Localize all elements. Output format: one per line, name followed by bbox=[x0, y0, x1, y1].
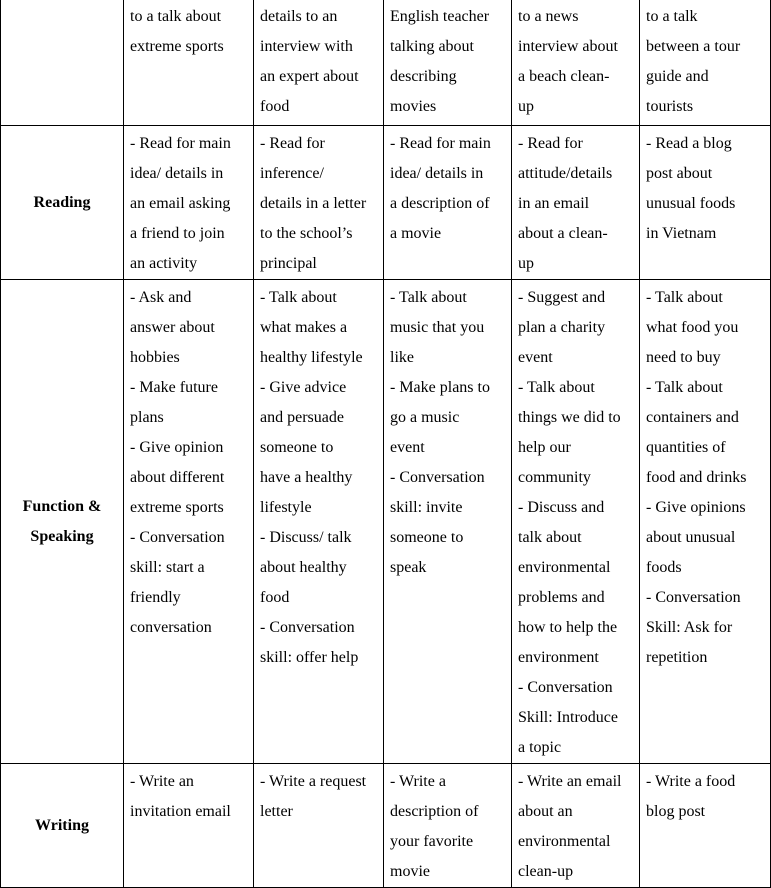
cell-text-line: English teacher bbox=[390, 8, 490, 25]
table-cell bbox=[124, 126, 254, 280]
table-cell bbox=[640, 764, 771, 888]
table-cell bbox=[254, 126, 384, 280]
cell-text-line: - Conversation bbox=[390, 469, 485, 486]
row-label-line: Speaking bbox=[30, 527, 94, 545]
cell-text-line: up bbox=[518, 255, 534, 272]
cell-text-line: interview with bbox=[260, 38, 353, 55]
cell-text-line: - Conversation bbox=[518, 679, 613, 696]
cell-text-line: extreme sports bbox=[130, 499, 224, 516]
cell-text-line: idea/ details in bbox=[390, 165, 484, 182]
cell-text-line: - Suggest and bbox=[518, 289, 606, 306]
cell-text-line: skill: invite bbox=[390, 499, 463, 516]
cell-text-line: to a talk bbox=[646, 8, 698, 25]
table-row-function-speaking bbox=[1, 280, 771, 764]
cell-text-line: unusual foods bbox=[646, 195, 736, 212]
cell-text-line: - Read for main bbox=[130, 135, 231, 152]
cell-text-line: - Give opinion bbox=[130, 439, 224, 456]
cell-text-line: guide and bbox=[646, 68, 709, 85]
cell-text-line: hobbies bbox=[130, 349, 180, 366]
cell-text-line: about unusual bbox=[646, 529, 736, 546]
row-label-line: Reading bbox=[33, 193, 91, 211]
cell-text-line: inference/ bbox=[260, 165, 324, 182]
cell-text-line: - Conversation bbox=[646, 589, 741, 606]
cell-text-line: what food you bbox=[646, 319, 739, 336]
cell-text-line: an email asking bbox=[130, 195, 231, 212]
cell-text-line: environmental bbox=[518, 833, 611, 850]
cell-text-line: skill: start a bbox=[130, 559, 205, 576]
cell-text-line: up bbox=[518, 98, 534, 115]
table-row-listening-continued bbox=[1, 0, 771, 126]
cell-text-line: to a news bbox=[518, 8, 579, 25]
row-label-line: Writing bbox=[35, 816, 89, 834]
table-row-reading bbox=[1, 126, 771, 280]
cell-text-line: food bbox=[260, 98, 290, 115]
cell-text-line: plan a charity bbox=[518, 319, 606, 336]
table-cell bbox=[512, 0, 640, 126]
cell-text-line: invitation email bbox=[130, 803, 231, 820]
cell-text-line: tourists bbox=[646, 98, 694, 115]
table-row-writing bbox=[1, 764, 771, 888]
table-cell bbox=[254, 0, 384, 126]
row-label-line: Function & bbox=[22, 497, 102, 515]
cell-text-line: blog post bbox=[646, 803, 706, 820]
cell-text-line: - Conversation bbox=[130, 529, 225, 546]
cell-text-line: principal bbox=[260, 255, 317, 272]
cell-text-line: attitude/details bbox=[518, 165, 613, 182]
cell-text-line: quantities of bbox=[646, 439, 726, 456]
table-cell bbox=[124, 280, 254, 764]
cell-text-line: repetition bbox=[646, 649, 708, 666]
cell-text-line: food bbox=[260, 589, 290, 606]
cell-text-line: lifestyle bbox=[260, 499, 312, 516]
cell-text-line: a movie bbox=[390, 225, 442, 242]
cell-text-line: - Write a bbox=[390, 773, 446, 790]
cell-text-line: about different bbox=[130, 469, 225, 486]
row-label-cell bbox=[1, 764, 124, 888]
cell-text-line: what makes a bbox=[260, 319, 348, 336]
cell-text-line: - Talk about bbox=[646, 379, 723, 396]
cell-text-line: - Conversation bbox=[260, 619, 355, 636]
cell-text-line: about an bbox=[518, 803, 573, 820]
table-cell bbox=[512, 126, 640, 280]
cell-text-line: - Read for bbox=[518, 135, 583, 152]
cell-text-line: containers and bbox=[646, 409, 739, 426]
cell-text-line: - Make future bbox=[130, 379, 218, 396]
cell-text-line: - Write a request bbox=[260, 773, 367, 790]
table-cell bbox=[254, 764, 384, 888]
cell-text-line: and persuade bbox=[260, 409, 344, 426]
table-cell bbox=[384, 126, 512, 280]
table-cell bbox=[254, 280, 384, 764]
cell-text-line: - Discuss/ talk bbox=[260, 529, 352, 546]
cell-text-line: - Talk about bbox=[646, 289, 723, 306]
cell-text-line: - Read a blog bbox=[646, 135, 732, 152]
cell-text-line: help our bbox=[518, 439, 571, 456]
row-label-cell bbox=[1, 126, 124, 280]
cell-text-line: environment bbox=[518, 649, 599, 666]
cell-text-line: speak bbox=[390, 559, 427, 576]
cell-text-line: an activity bbox=[130, 255, 198, 272]
table-cell bbox=[384, 764, 512, 888]
cell-text-line: a friend to join bbox=[130, 225, 225, 242]
cell-text-line: interview about bbox=[518, 38, 618, 55]
cell-text-line: - Give advice bbox=[260, 379, 347, 396]
cell-text-line: in Vietnam bbox=[646, 225, 717, 242]
cell-text-line: - Write an email bbox=[518, 773, 622, 790]
cell-text-line: plans bbox=[130, 409, 164, 426]
cell-text-line: extreme sports bbox=[130, 38, 224, 55]
cell-text-line: healthy lifestyle bbox=[260, 349, 363, 366]
cell-text-line: - Discuss and bbox=[518, 499, 605, 516]
cell-text-line: movies bbox=[390, 98, 437, 115]
cell-text-line: a topic bbox=[518, 739, 562, 756]
cell-text-line: someone to bbox=[260, 439, 334, 456]
cell-text-line: talking about bbox=[390, 38, 474, 55]
cell-text-line: talk about bbox=[518, 529, 582, 546]
cell-text-line: how to help the bbox=[518, 619, 618, 636]
syllabus-table-body bbox=[1, 0, 771, 888]
cell-text-line: environmental bbox=[518, 559, 611, 576]
table-cell bbox=[640, 280, 771, 764]
cell-text-line: things we did to bbox=[518, 409, 621, 426]
cell-text-line: - Read for bbox=[260, 135, 325, 152]
cell-text-line: about a clean- bbox=[518, 225, 608, 242]
cell-text-line: answer about bbox=[130, 319, 215, 336]
table-cell bbox=[384, 0, 512, 126]
cell-text-line: go a music bbox=[390, 409, 460, 426]
cell-text-line: foods bbox=[646, 559, 682, 576]
cell-text-line: have a healthy bbox=[260, 469, 353, 486]
cell-text-line: about healthy bbox=[260, 559, 347, 576]
cell-text-line: to a talk about bbox=[130, 8, 222, 25]
cell-text-line: someone to bbox=[390, 529, 464, 546]
cell-text-line: letter bbox=[260, 803, 293, 820]
cell-text-line: description of bbox=[390, 803, 479, 820]
cell-text-line: between a tour bbox=[646, 38, 741, 55]
cell-text-line: post about bbox=[646, 165, 713, 182]
row-label-cell bbox=[1, 0, 124, 126]
cell-text-line: problems and bbox=[518, 589, 605, 606]
cell-text-line: food and drinks bbox=[646, 469, 747, 486]
table-cell bbox=[512, 280, 640, 764]
cell-text-line: like bbox=[390, 349, 414, 366]
cell-text-line: conversation bbox=[130, 619, 212, 636]
cell-text-line: - Ask and bbox=[130, 289, 192, 306]
cell-text-line: community bbox=[518, 469, 591, 486]
cell-text-line: your favorite bbox=[390, 833, 474, 850]
cell-text-line: an expert about bbox=[260, 68, 359, 85]
cell-text-line: - Write a food bbox=[646, 773, 736, 790]
cell-text-line: - Talk about bbox=[260, 289, 337, 306]
cell-text-line: - Talk about bbox=[518, 379, 595, 396]
table-cell bbox=[384, 280, 512, 764]
cell-text-line: Skill: Introduce bbox=[518, 709, 618, 726]
cell-text-line: need to buy bbox=[646, 349, 721, 366]
table-cell bbox=[512, 764, 640, 888]
table-cell bbox=[124, 0, 254, 126]
cell-text-line: - Make plans to bbox=[390, 379, 490, 396]
cell-text-line: a description of bbox=[390, 195, 490, 212]
table-cell bbox=[640, 126, 771, 280]
row-label-cell bbox=[1, 280, 124, 764]
cell-text-line: music that you bbox=[390, 319, 485, 336]
cell-text-line: details in a letter bbox=[260, 195, 367, 212]
cell-text-line: details to an bbox=[260, 8, 338, 25]
cell-text-line: in an email bbox=[518, 195, 590, 212]
table-cell bbox=[124, 764, 254, 888]
cell-text-line: - Give opinions bbox=[646, 499, 746, 516]
cell-text-line: movie bbox=[390, 863, 430, 880]
table-cell bbox=[640, 0, 771, 126]
cell-text-line: - Read for main bbox=[390, 135, 491, 152]
cell-text-line: Skill: Ask for bbox=[646, 619, 733, 636]
cell-text-line: - Write an bbox=[130, 773, 194, 790]
cell-text-line: skill: offer help bbox=[260, 649, 359, 666]
cell-text-line: describing bbox=[390, 68, 457, 85]
cell-text-line: - Talk about bbox=[390, 289, 467, 306]
cell-text-line: clean-up bbox=[518, 863, 574, 880]
cell-text-line: to the school’s bbox=[260, 225, 353, 242]
cell-text-line: a beach clean- bbox=[518, 68, 610, 85]
cell-text-line: event bbox=[518, 349, 553, 366]
cell-text-line: friendly bbox=[130, 589, 181, 606]
cell-text-line: event bbox=[390, 439, 425, 456]
cell-text-line: idea/ details in bbox=[130, 165, 224, 182]
